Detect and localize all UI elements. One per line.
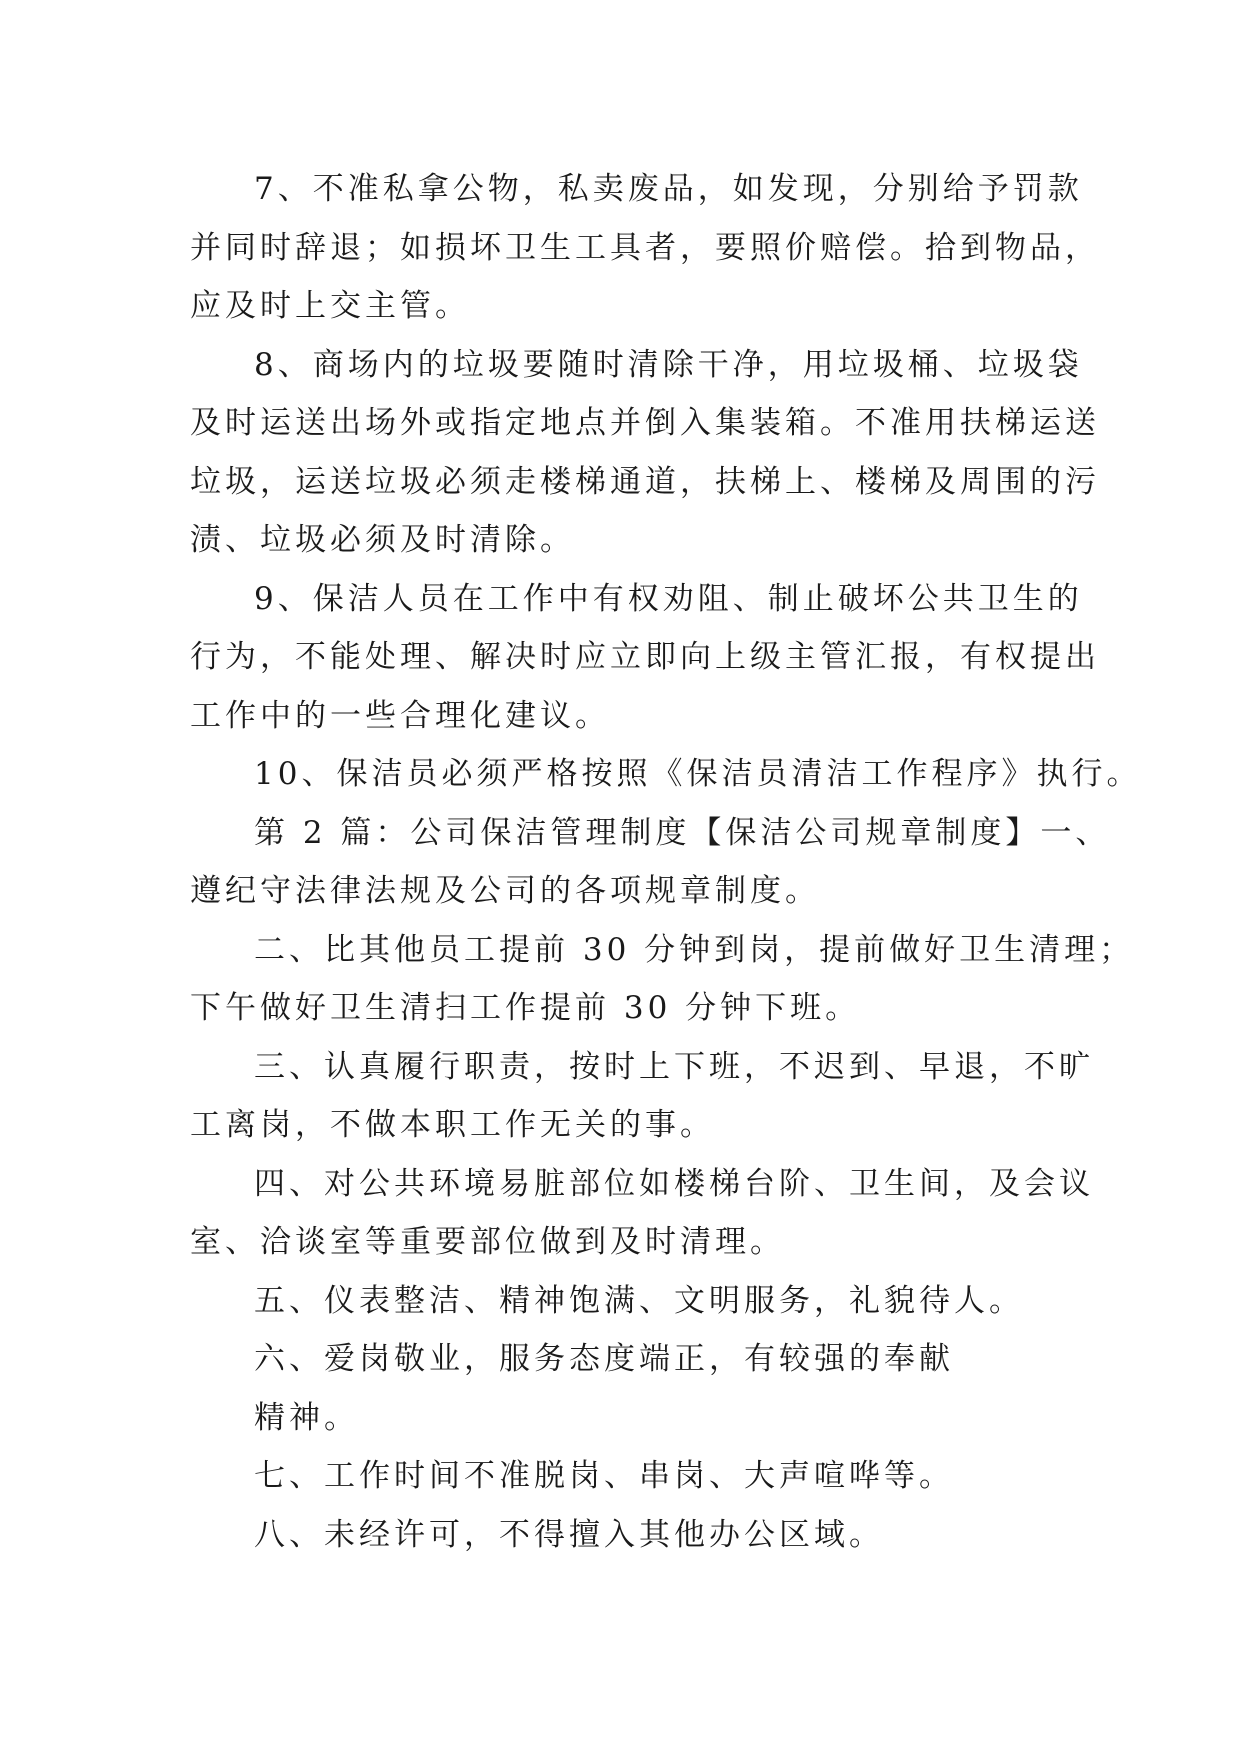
- text-line-20: 五、仪表整洁、精神饱满、文明服务，礼貌待人。: [254, 1282, 1024, 1319]
- text-line-17: 工离岗，不做本职工作无关的事。: [190, 1107, 715, 1143]
- text-line-1: 7、不准私拿公物，私卖废品，如发现，分别给予罚款: [254, 171, 1083, 207]
- text-line-18: 四、对公共环境易脏部位如楼梯台阶、卫生间，及会议: [254, 1165, 1094, 1202]
- text-line-16: 三、认真履行职责，按时上下班，不迟到、早退，不旷: [254, 1048, 1094, 1085]
- text-line-7: 渍、垃圾必须及时清除。: [190, 522, 575, 558]
- text-line-3: 应及时上交主管。: [190, 288, 470, 324]
- text-line-23: 七、工作时间不准脱岗、串岗、大声喧哗等。: [254, 1458, 954, 1494]
- text-line-5: 及时运送出场外或指定地点并倒入集装箱。不准用扶梯运送: [190, 405, 1100, 441]
- text-line-13: 遵纪守法律法规及公司的各项规章制度。: [190, 873, 820, 909]
- text-line-9: 行为，不能处理、解决时应立即向上级主管汇报，有权提出: [190, 639, 1100, 675]
- section-heading-line: 第 2 篇：公司保洁管理制度【保洁公司规章制度】一、: [254, 814, 1111, 851]
- text-line-19: 室、洽谈室等重要部位做到及时清理。: [190, 1224, 785, 1260]
- text-line-10: 工作中的一些合理化建议。: [190, 697, 610, 734]
- text-line-15: 下午做好卫生清扫工作提前 30 分钟下班。: [190, 990, 861, 1026]
- text-line-22: 精神。: [254, 1399, 359, 1436]
- text-line-14: 二、比其他员工提前 30 分钟到岗，提前做好卫生清理；: [254, 931, 1135, 968]
- document-page: [190, 160, 1142, 1564]
- text-line-24: 八、未经许可，不得擅入其他办公区域。: [254, 1516, 884, 1553]
- text-line-8: 9、保洁人员在工作中有权劝阻、制止破坏公共卫生的: [254, 580, 1083, 617]
- text-line-2: 并同时辞退；如损坏卫生工具者，要照价赔偿。拾到物品，: [190, 229, 1100, 266]
- text-line-21: 六、爱岗敬业，服务态度端正，有较强的奉献: [254, 1341, 954, 1377]
- text-line-4: 8、商场内的垃圾要随时清除干净，用垃圾桶、垃圾袋: [254, 346, 1083, 383]
- text-line-6: 垃圾，运送垃圾必须走楼梯通道，扶梯上、楼梯及周围的污: [190, 463, 1100, 500]
- text-line-11: 10、保洁员必须严格按照《保洁员清洁工作程序》执行。: [254, 756, 1142, 792]
